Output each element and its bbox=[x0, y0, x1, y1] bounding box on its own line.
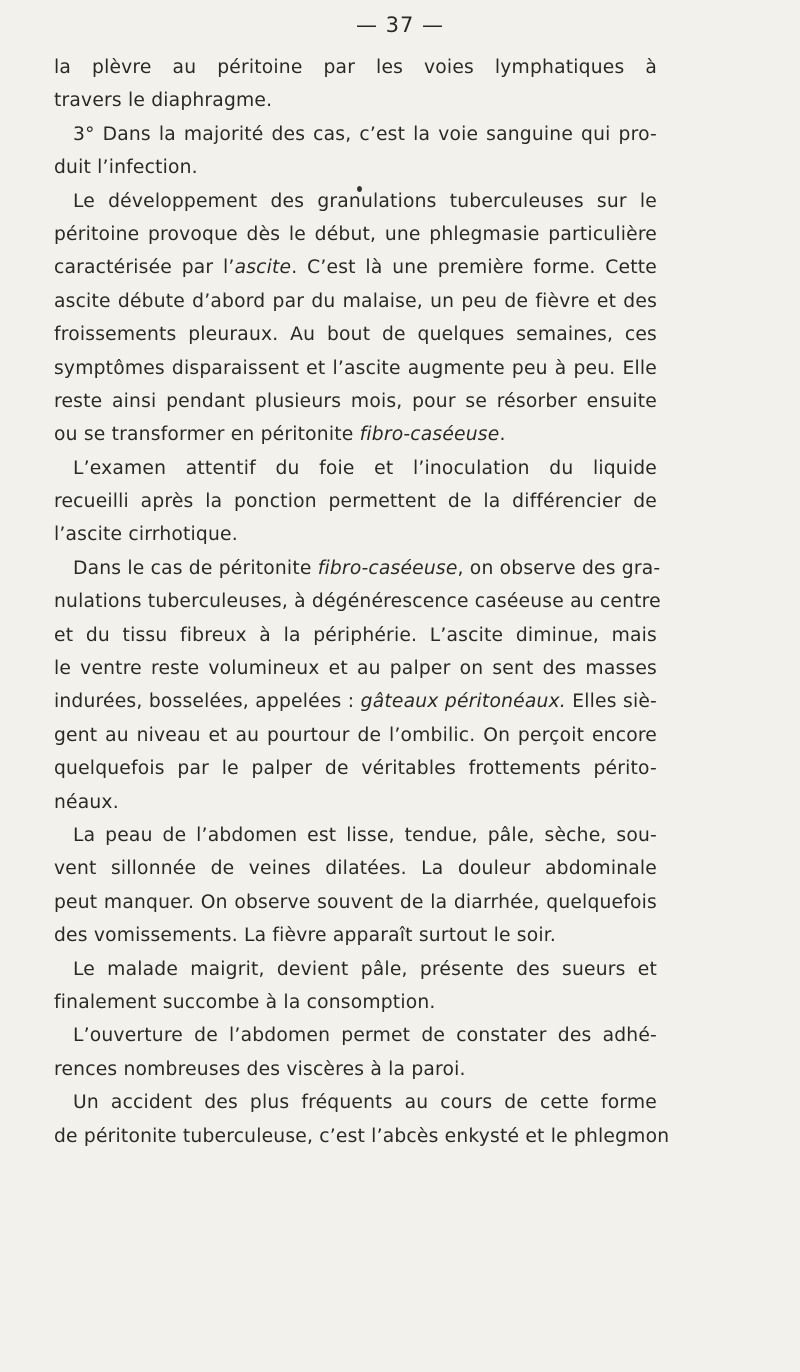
text-line: quelquefois par le palper de véritables frottements périto- bbox=[54, 758, 657, 780]
text-line: La peau de l’abdomen est lisse, tendue, pâle, sèche, sou- bbox=[73, 824, 657, 846]
text-line: et du tissu fibreux à la périphérie. L’ascite diminue, mais bbox=[54, 624, 657, 646]
page-number: — 37 — bbox=[355, 13, 445, 37]
text-line: ascite débute d’abord par du malaise, un peu de fièvre et des bbox=[54, 290, 657, 312]
text-line: 3° Dans la majorité des cas, c’est la voie sanguine qui pro- bbox=[73, 123, 657, 145]
text-line: recueilli après la ponction permettent de la différencier de bbox=[54, 491, 657, 513]
text-line: L’examen attentif du foie et l’inoculation du liquide bbox=[73, 457, 657, 479]
text-line: gent au niveau et au pourtour de l’ombilic. On perçoit encore bbox=[54, 724, 657, 746]
text-line: vent sillonnée de veines dilatées. La douleur abdominale bbox=[54, 858, 657, 880]
text-line: Le malade maigrit, devient pâle, présente des sueurs et bbox=[73, 958, 657, 980]
text-line: rences nombreuses des viscères à la paroi. bbox=[54, 1058, 466, 1080]
text-line: Le développement des granulations tuberculeuses sur le bbox=[73, 190, 657, 212]
text-line: péritoine provoque dès le début, une phlegmasie particulière bbox=[54, 223, 657, 245]
text-line: peut manquer. On observe souvent de la diarrhée, quelquefois bbox=[54, 891, 657, 913]
body-text bbox=[54, 51, 670, 1153]
text-line: duit l’infection. bbox=[54, 157, 198, 179]
text-line: reste ainsi pendant plusieurs mois, pour se résorber ensuite bbox=[54, 390, 657, 412]
text-line: ou se transformer en péritonite fibro-caséeuse. bbox=[54, 424, 506, 446]
text-line: le ventre reste volumineux et au palper on sent des masses bbox=[54, 658, 657, 680]
text-line: nulations tuberculeuses, à dégénérescence caséeuse au centre bbox=[54, 591, 661, 613]
text-line: la plèvre au péritoine par les voies lymphatiques à bbox=[54, 57, 657, 78]
text-line: Dans le cas de péritonite fibro-caséeuse, on observe des gra- bbox=[73, 557, 661, 579]
text-line: L’ouverture de l’abdomen permet de constater des adhé- bbox=[73, 1025, 657, 1047]
text-line: symptômes disparaissent et l’ascite augmente peu à peu. Elle bbox=[54, 357, 657, 379]
text-line: indurées, bosselées, appelées : gâteaux péritonéaux. Elles siè- bbox=[54, 691, 657, 713]
text-line: des vomissements. La fièvre apparaît surtout le soir. bbox=[54, 925, 557, 947]
text-line: finalement succombe à la consomption. bbox=[54, 991, 436, 1013]
text-line: l’ascite cirrhotique. bbox=[54, 524, 238, 546]
text-line: Un accident des plus fréquents au cours de cette forme bbox=[73, 1092, 657, 1114]
text-line: travers le diaphragme. bbox=[54, 90, 273, 112]
text-line: néaux. bbox=[54, 791, 119, 813]
text-line: froissements pleuraux. Au bout de quelques semaines, ces bbox=[54, 324, 657, 346]
text-line: caractérisée par l’ascite. C’est là une première forme. Cette bbox=[54, 257, 657, 279]
text-line: de péritonite tuberculeuse, c’est l’abcès enkysté et le phlegmon bbox=[54, 1125, 670, 1147]
